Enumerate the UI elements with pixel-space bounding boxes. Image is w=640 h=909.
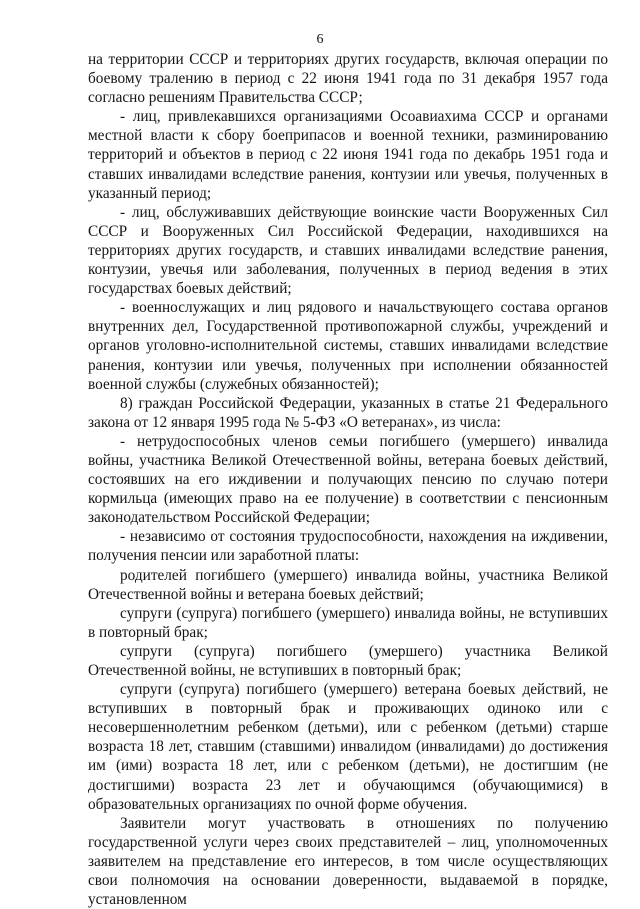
paragraph: на территории СССР и территориях других государств, включая операции по боевому тралению в период с 22 июня 1941 года по 31 декабря 1957 года согласно решениям Правительства СССР; bbox=[88, 51, 608, 107]
page-number: 6 bbox=[316, 32, 324, 47]
paragraph: супруги (супруга) погибшего (умершего) инвалида войны, не вступивших в повторный брак; bbox=[88, 604, 608, 641]
paragraph: супруги (супруга) погибшего (умершего) ветерана боевых действий, не вступивших в повторный брак и проживающих одиноко или с несовершеннолетним ребенком (детьми), или с ребенком (детьми) старше возраста 18 лет, ставшим (ставшими) инвалидом (инвалидами) до достижения им (ими) возраста 18 лет, или с ребенком (детьми), не достигшим (не достигшими) возраста 23 лет и обучающимся (обучающимися) в образовательных организациях по очной форме обучения. bbox=[88, 681, 608, 813]
paragraph: - независимо от состояния трудоспособности, нахождения на иждивении, получения пенсии или заработной платы: bbox=[88, 528, 608, 565]
paragraph: родителей погибшего (умершего) инвалида войны, участника Великой Отечественной войны и ветерана боевых действий; bbox=[88, 566, 608, 603]
paragraph: 8) граждан Российской Федерации, указанных в статье 21 Федерального закона от 12 января 1995 года № 5-ФЗ «О ветеранах», из числа: bbox=[88, 394, 608, 431]
paragraph: супруги (супруга) погибшего (умершего) участника Великой Отечественной войны, не вступивших в повторный брак; bbox=[88, 642, 608, 679]
document-body bbox=[88, 50, 608, 909]
paragraph: - нетрудоспособных членов семьи погибшего (умершего) инвалида войны, участника Великой Отечественной войны, ветерана боевых действий, состоявших на его иждивении и получающих пенсию по случаю потери кормильца (имеющих право на ее получение) в соответствии с пенсионным законодательством Российской Федерации; bbox=[88, 432, 608, 527]
paragraph: - лиц, привлекавшихся организациями Осоавиахима СССР и органами местной власти к сбору боеприпасов и военной техники, разминированию территорий и объектов в период с 22 июня 1941 года по декабрь 1951 года и ставших инвалидами вследствие ранения, контузии или увечья, полученных в указанный период; bbox=[88, 108, 608, 202]
paragraph: - военнослужащих и лиц рядового и начальствующего состава органов внутренних дел, Государственной противопожарной службы, учреждений и органов уголовно-исполнительной системы, ставших инвалидами вследствие ранения, контузии или увечья, полученных при исполнении обязанностей военной службы (служебных обязанностей); bbox=[88, 299, 608, 393]
paragraph: - лиц, обслуживавших действующие воинские части Вооруженных Сил СССР и Вооруженных Сил Российской Федерации, находившихся на территориях других государств, и ставших инвалидами вследствие ранения, контузии, увечья или заболевания, полученных в период ведения в этих государствах боевых действий; bbox=[88, 203, 608, 298]
paragraph: Заявители могут участвовать в отношениях по получению государственной услуги через своих представителей – лиц, уполномоченных заявителем на представление его интересов, в том числе осуществляющих свои полномочия на основании доверенности, выдаваемой в порядке, установленном bbox=[88, 814, 608, 909]
